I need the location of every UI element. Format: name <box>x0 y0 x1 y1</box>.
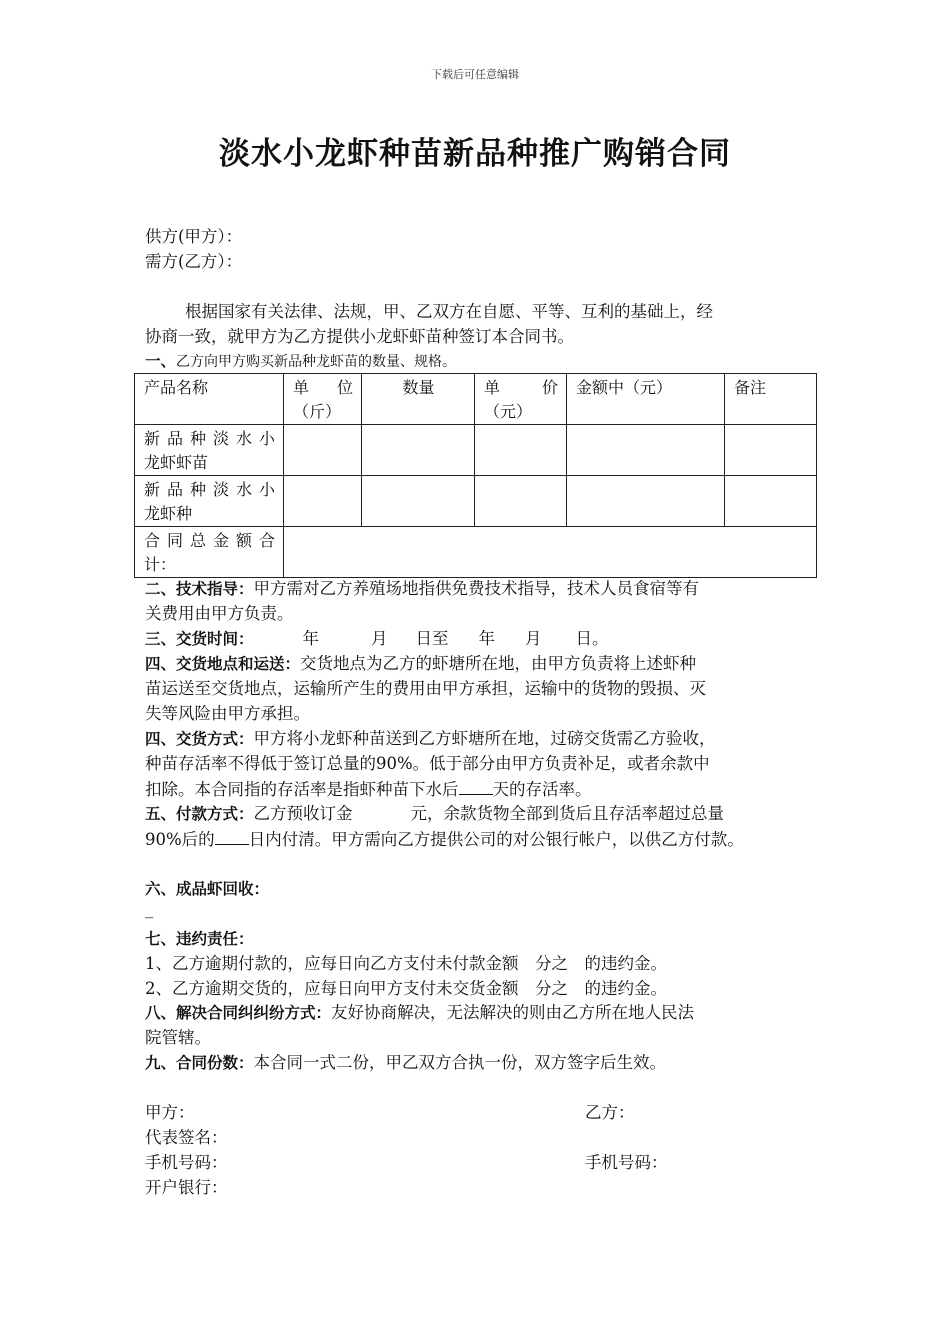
section-1-text: 乙方向甲方购买新品种龙虾苗的数量、规格。 <box>176 354 457 370</box>
row-product-name: 新品种淡水小 龙虾虾苗 <box>135 425 284 476</box>
table-row <box>135 476 817 527</box>
intro-line-1: 根据国家有关法律、法规，甲、乙双方在自愿、平等、互利的基础上，经 <box>185 302 713 321</box>
party-b-label: 乙方： <box>585 1103 635 1122</box>
cell-remark <box>725 425 817 476</box>
total-value-cell <box>284 527 817 578</box>
section-1-number: 一、 <box>145 352 177 370</box>
party-a-phone-label: 手机号码： <box>145 1153 228 1172</box>
section-4a-label: 四、交货地点和运送： <box>145 655 301 673</box>
header-remark: 备注 <box>725 374 817 425</box>
header-product-name: 产品名称 <box>135 374 284 425</box>
party-a-label: 甲方： <box>145 1103 195 1122</box>
section-2-label: 二、技术指导： <box>145 580 254 598</box>
section-4a-line-2: 苗运送至交货地点，运输所产生的费用由甲方承担，运输中的货物的毁损、灭 <box>145 679 706 698</box>
representative-signature-label: 代表签名： <box>145 1128 228 1147</box>
cell-unit <box>284 476 362 527</box>
section-9-line: 九、合同份数：本合同一式二份，甲乙双方合执一份，双方签字后生效。 <box>145 1053 667 1072</box>
section-4b-line-3: 扣除。本合同指的存活率是指虾种苗下水后 天的存活率。 <box>145 776 592 802</box>
cell-amount <box>567 476 725 527</box>
section-2-line-1: 二、技术指导：甲方需对乙方养殖场地指供免费技术指导，技术人员食宿等有 <box>145 579 700 598</box>
total-label: 合同总金额合 计： <box>135 527 284 578</box>
section-4b-line-1: 四、交货方式：甲方将小龙虾种苗送到乙方虾塘所在地，过磅交货需乙方验收， <box>145 729 716 748</box>
contract-title: 淡水小龙虾种苗新品种推广购销合同 <box>219 136 731 172</box>
section-5-label: 五、付款方式： <box>145 805 254 823</box>
days-blank <box>459 776 493 795</box>
section-7-item-1: 1、乙方逾期付款的，应每日向乙方支付未付款金额 分之 的违约金。 <box>145 954 667 973</box>
section-1-heading <box>145 350 456 373</box>
cell-unit-price <box>475 476 567 527</box>
section-7-item-2: 2、乙方逾期交货的，应每日向甲方支付未交货金额 分之 的违约金。 <box>145 979 667 998</box>
row-product-name: 新品种淡水小 龙虾种 <box>135 476 284 527</box>
section-8-line-1: 八、解决合同纠纠纷方式：友好协商解决，无法解决的则由乙方所在地人民法 <box>145 1003 695 1022</box>
table-row <box>135 425 817 476</box>
cell-quantity <box>362 476 475 527</box>
cell-unit <box>284 425 362 476</box>
section-4a-line-3: 失等风险由甲方承担。 <box>145 704 310 723</box>
header-quantity: 数量 <box>362 374 475 425</box>
section-7-label: 七、违约责任： <box>145 930 254 948</box>
cell-remark <box>725 476 817 527</box>
supplier-line: 供方(甲方）： <box>145 227 243 246</box>
payment-days-blank <box>215 826 249 845</box>
section-8-label: 八、解决合同纠纠纷方式： <box>145 1004 332 1022</box>
buyer-line: 需方(乙方）： <box>145 252 243 271</box>
section-7-heading <box>145 926 254 952</box>
section-3-line: 三、交货时间： 年 月 日至 年 月 日。 <box>145 629 609 648</box>
table-total-row <box>135 527 817 578</box>
cell-amount <box>567 425 725 476</box>
header-amount: 金额中（元） <box>567 374 725 425</box>
header-unit: 单 位 （斤） <box>284 374 362 425</box>
section-6-heading <box>145 876 269 902</box>
cell-quantity <box>362 425 475 476</box>
section-4b-line-2: 种苗存活率不得低于签订总量的90%。低于部分由甲方负责补足，或者余款中 <box>145 754 710 773</box>
section-9-label: 九、合同份数： <box>145 1054 254 1072</box>
section-5-line-2: 90%后的 日内付清。甲方需向乙方提供公司的对公银行帐户，以供乙方付款。 <box>145 826 744 852</box>
section-4a-line-1: 四、交货地点和运送：交货地点为乙方的虾塘所在地，由甲方负责将上述虾种 <box>145 654 697 673</box>
section-4b-label: 四、交货方式： <box>145 730 254 748</box>
cell-unit-price <box>475 425 567 476</box>
section-2-line-2: 关费用由甲方负责。 <box>145 604 294 623</box>
bank-label: 开户银行： <box>145 1178 228 1197</box>
section-6-blank: _ <box>145 899 154 918</box>
intro-line-2: 协商一致，就甲方为乙方提供小龙虾虾苗种签订本合同书。 <box>145 327 574 346</box>
section-6-label: 六、成品虾回收： <box>145 880 270 898</box>
header-note: 下载后可任意编辑 <box>431 68 519 81</box>
section-3-label: 三、交货时间： <box>145 630 254 648</box>
section-5-line-1: 五、付款方式：乙方预收订金 元，余款货物全部到货后且存活率超过总量 <box>145 804 725 823</box>
table-header-row <box>135 374 817 425</box>
product-table <box>134 373 817 578</box>
header-unit-price: 单 价 （元） <box>475 374 567 425</box>
party-b-phone-label: 手机号码： <box>585 1153 668 1172</box>
section-8-line-2: 院管辖。 <box>145 1028 211 1047</box>
